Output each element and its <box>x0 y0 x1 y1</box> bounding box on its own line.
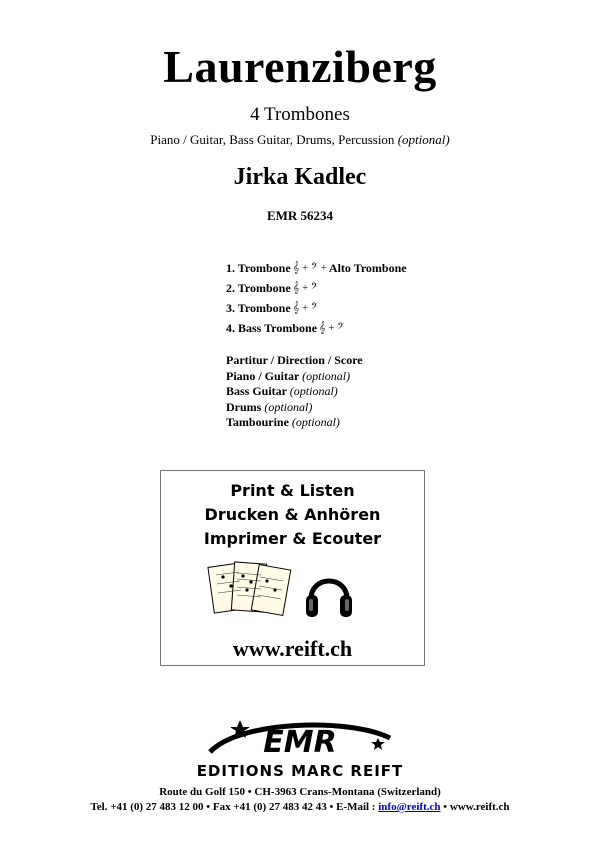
clef-icon: 𝄞 + 𝄢 <box>292 302 318 314</box>
headphones-icon <box>303 565 355 623</box>
footer-phone-fax: Tel. +41 (0) 27 483 12 00 • Fax +41 (0) 27 483 42 43 • E-Mail : <box>90 801 379 813</box>
footer-contact <box>0 801 600 813</box>
clef-icon: 𝄞 + 𝄢 <box>292 282 318 294</box>
score-item-note: (optional) <box>264 399 313 414</box>
promo-url-link[interactable]: www.reift.ch <box>232 636 353 661</box>
score-item <box>226 415 363 431</box>
score-item <box>226 384 363 400</box>
print-listen-box <box>160 470 425 666</box>
score-item-label: Drums <box>226 399 265 414</box>
promo-line-de: Drucken & Anhören <box>204 505 381 524</box>
part-3 <box>226 298 407 318</box>
footer-address: Route du Golf 150 • CH-3963 Crans-Montana (Switzerland) <box>159 786 441 798</box>
score-item-note: (optional) <box>302 368 351 383</box>
part-2 <box>226 278 407 298</box>
composer: Jirka Kadlec <box>233 164 367 190</box>
instrumentation-optional: (optional) <box>397 132 450 147</box>
score-item-label: Partitur / Direction / Score <box>226 353 363 367</box>
instrumentation-main: Piano / Guitar, Bass Guitar, Drums, Percussion <box>150 132 398 147</box>
emr-logo <box>200 714 400 762</box>
score-item-label: Bass Guitar <box>226 384 290 398</box>
part-label: 2. Trombone <box>226 281 291 295</box>
parts-list <box>226 258 407 338</box>
sheet-music-icon <box>207 559 297 621</box>
promo-line-en: Print & Listen <box>230 481 355 500</box>
part-4 <box>226 318 407 338</box>
clef-icon: 𝄞 + 𝄢 + <box>292 262 327 274</box>
emr-logo-mark: EMR <box>263 725 337 760</box>
page-title: Laurenziberg <box>163 41 437 92</box>
score-item <box>226 400 363 416</box>
instrumentation <box>0 132 600 148</box>
score-list <box>226 353 363 431</box>
score-item-note: (optional) <box>291 415 340 429</box>
footer-website: • www.reift.ch <box>440 801 510 813</box>
part-suffix: Alto Trombone <box>328 261 407 275</box>
score-item <box>226 353 363 369</box>
score-item <box>226 369 363 385</box>
publisher-wordmark: EDITIONS MARC REIFT <box>196 762 404 780</box>
score-item-label: Tambourine <box>226 415 292 429</box>
part-label: 3. Trombone <box>226 301 291 315</box>
catalog-number: EMR 56234 <box>266 208 334 223</box>
subtitle: 4 Trombones <box>250 104 350 125</box>
score-item-note: (optional) <box>289 384 338 398</box>
promo-line-fr: Imprimer & Ecouter <box>203 529 382 548</box>
part-1 <box>226 258 407 278</box>
clef-icon: 𝄞 + 𝄢 <box>319 322 345 334</box>
email-link[interactable]: info@reift.ch <box>378 801 441 813</box>
score-item-label: Piano / Guitar <box>226 368 303 383</box>
part-label: 1. Trombone <box>226 261 291 275</box>
part-label: 4. Bass Trombone <box>226 321 318 335</box>
